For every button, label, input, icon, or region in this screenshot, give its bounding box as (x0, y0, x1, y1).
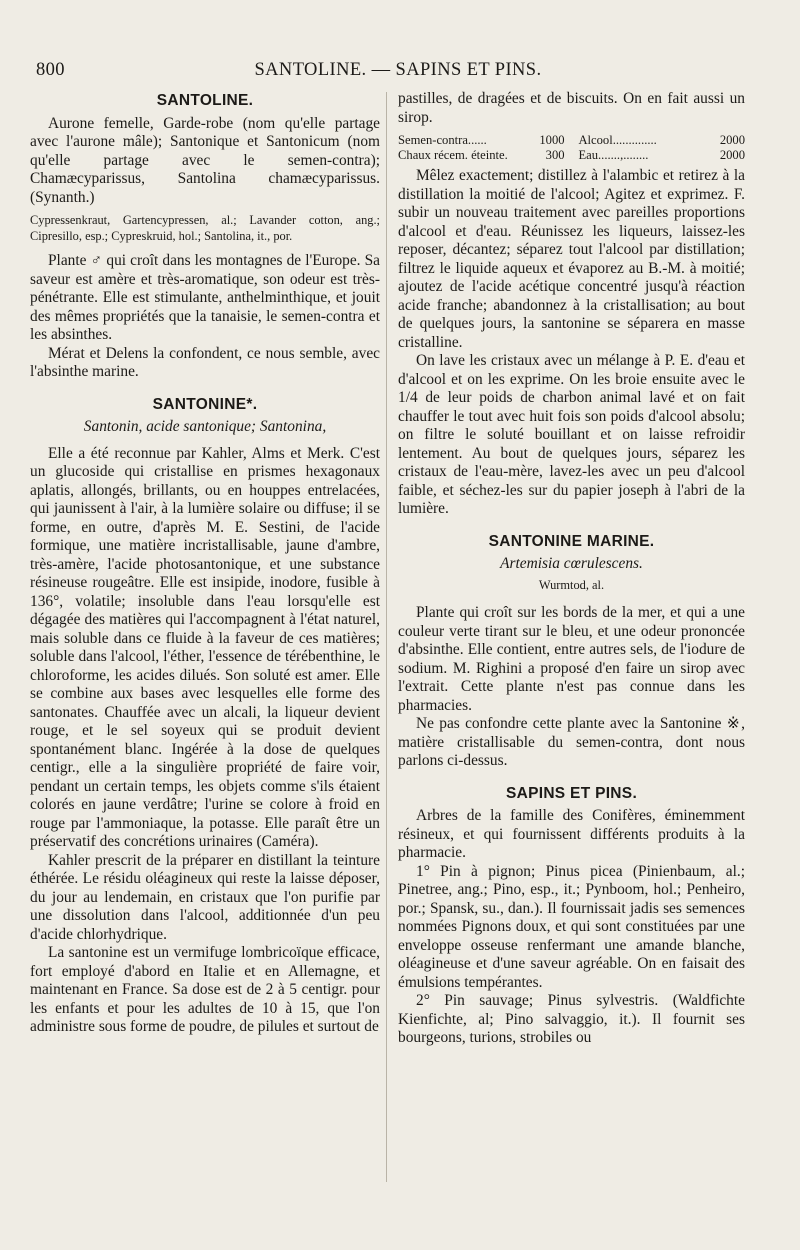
formula-row (398, 133, 745, 148)
santoline-names: Aurone femelle, Garde-robe (nom qu'elle partage avec l'aurone mâle); Santonique et Santonicum (nom qu'elle partage avec le semen-contra); Chamæcyparissus, Santolina chamæcyparissus. (Synanth.) (30, 114, 380, 206)
santoline-paragraph-2: Mérat et Delens la confondent, ce nous semble, avec l'absinthe marine. (30, 344, 380, 380)
ingredient-quantity: 2000 (719, 148, 745, 162)
ingredient-quantity: 300 (545, 148, 565, 162)
heading-santoline: SANTOLINE. (156, 92, 254, 109)
ingredient-name: Eau.......,........ (578, 148, 649, 162)
ingredient-name: Semen-contra...... (398, 133, 487, 147)
sapins-paragraph-2: 1° Pin à pignon; Pinus picea (Pinienbaum, al.; Pinetree, ang.; Pino, esp., it.; Pynboom, hol.; Penheiro, por.; Spansk, su., dan.). Il fournissait jadis ses semences nommées Pignons doux, et qui sont constituées par une enveloppe osseuse renfermant une amande blanche, oléagineuse et d'une saveur agréable. On en faisait des émulsions tempérantes. (398, 862, 745, 991)
right-column (398, 90, 745, 1048)
formula-table (398, 133, 745, 163)
ingredient-quantity: 1000 (539, 133, 565, 147)
sapins-paragraph-3: 2° Pin sauvage; Pinus sylvestris. (Waldfichte Kienfichte, al; Pino salvaggio, it.). Il fournit ses bourgeons, turions, strobiles ou (398, 992, 745, 1046)
marine-paragraph-2: Ne pas confondre cette plante avec la Santonine ※, matière cristallisable du semen-contra, dont nous parlons ci-dessus. (398, 715, 745, 769)
page-number: 800 (36, 60, 65, 80)
santoline-paragraph-1: Plante ♂ qui croît dans les montagnes de l'Europe. Sa saveur est amère et très-aromatique, son odeur est très-pénétrante. Elle est stimulante, anthelminthique, et jouit des mêmes propriétés que la tanaisie, le semen-contra et les absinthes. (30, 252, 380, 343)
running-header (36, 60, 760, 84)
sapins-paragraph-1: Arbres de la famille des Conifères, éminemment résineux, et qui fournissent différents produits à la pharmacie. (398, 807, 745, 861)
heading-santonine-marine: SANTONINE MARINE. (488, 532, 655, 550)
lave-paragraph: On lave les cristaux avec un mélange à P. E. d'eau et d'alcool et on les exprime. On les broie ensuite avec le 1/4 de leur poids de charbon animal lavé et on fait chauffer le tout avec huit fois son poids d'alcool absolu; on filtre le soluté bouillant et on laisse refroidir lentement. Au bout de quelques jours, séparez les cristaux de l'eau-mère, lavez-les avec un peu d'alcool faible, et séchez-les sur du papier joseph à l'abri de la lumière. (398, 352, 745, 517)
formula-row (398, 148, 745, 163)
santoline-synonyms: Cypressenkraut, Gartencypressen, al.; Lavander cotton, ang.; Cipresillo, esp.; Cypreskruid, hol.; Santolina, it., por. (30, 213, 380, 243)
ingredient-name: Alcool.............. (578, 133, 657, 147)
heading-sapins-et-pins: SAPINS ET PINS. (505, 784, 638, 802)
santonine-paragraph-2: Kahler prescrit de la préparer en distillant la teinture éthérée. Le résidu oléagineux qui reste la laisse déposer, du jour au lendemain, en cristaux que l'on purifie par une dissolution dans l'alcool, additionnée d'un peu d'acide chlorhydrique. (30, 851, 380, 943)
santonine-paragraph-3: La santonine est un vermifuge lombricoïque efficace, fort employé d'abord en Italie et en Allemagne, et maintenant en France. Sa dose est de 2 à 5 centigr. pour les enfants et pour les adultes de 10 à 15, que l'on administre sous forme de poudre, de pilules et surtout de (30, 944, 380, 1035)
marine-latin-name: Artemisia cœrulescens. (500, 555, 643, 572)
left-column (30, 90, 380, 1037)
ingredient-name: Chaux récem. éteinte. (398, 148, 508, 162)
column-divider (386, 92, 387, 1182)
marine-synonym: Wurmtod, al. (538, 577, 605, 592)
running-title: SANTOLINE. — SAPINS ET PINS. (254, 60, 542, 80)
ingredient-quantity: 2000 (719, 133, 745, 147)
santonine-paragraph-1: Elle a été reconnue par Kahler, Alms et Merk. C'est un glucoside qui cristallise en prismes hexagonaux aplatis, allongés, brillants, ou en houppes entrelacées, qui jaunissent à l'air, à la lumière solaire ou diffuse; il se forme, en outre, d'après M. E. Sestini, de l'acide formique, une matière incristallisable, jaune d'ambre, très-amère, l'acide photosantonique, et une substance résineuse rougeâtre. Elle est insipide, inodore, fusible à 136°, volatile; insoluble dans l'eau lorsqu'elle est dégagée des matières qui l'accompagnent à l'état naturel, mais soluble dans ce fluide à la faveur de ces matières; soluble dans l'alcool, l'éther, l'essence de térébenthine, le chloroforme, les acides dilués. Son soluté est amer. Elle se combine aux bases avec lesquelles elle forme des santonates. Chauffée avec un alcali, la liqueur devient rouge, et le sel soyeux qui se produit devient spontanément blanc. Ingérée à la dose de quelques centigr., elle a la singulière propriété de faire voir, pendant un certain temps, les objets comme s'ils étaient colorés en jaune verdâtre; l'urine se colore à froid en rouge par l'ammoniaque, la potasse. Elle paraît être un préservatif des concrétions urinaires (Caméra). (30, 444, 380, 850)
santonine-names: Santonin, acide santonique; Santonina, (83, 418, 327, 435)
melez-paragraph: Mêlez exactement; distillez à l'alambic et retirez à la distillation la moitié de l'alcool; Agitez et exprimez. F. subir un nouveau traitement avec pareilles proportions d'alcool et d'eau. Réunissez les liqueurs, laissez-les reposer, décantez; séparez tout l'alcool par distillation; filtrez le liquide aqueux et évaporez au B.-M. à moitié; ajoutez de l'acide acétique concentré jusqu'à réaction acide franche; abandonnez à la cristallisation; au bout de quelques jours, la santonine se séparera en masse cristalline. (398, 167, 745, 351)
heading-santonine: SANTONINE*. (152, 395, 258, 413)
continuation-paragraph: pastilles, de dragées et de biscuits. On en fait aussi un sirop. (398, 90, 745, 126)
marine-paragraph-1: Plante qui croît sur les bords de la mer, et qui a une couleur verte tirant sur le bleu, et une odeur prononcée d'absinthe. Elle contient, entre autres sels, de l'iodure de sodium. M. Righini a proposé d'en faire un sirop avec l'extrait. Cette plante n'est pas connue dans les pharmacies. (398, 604, 745, 714)
